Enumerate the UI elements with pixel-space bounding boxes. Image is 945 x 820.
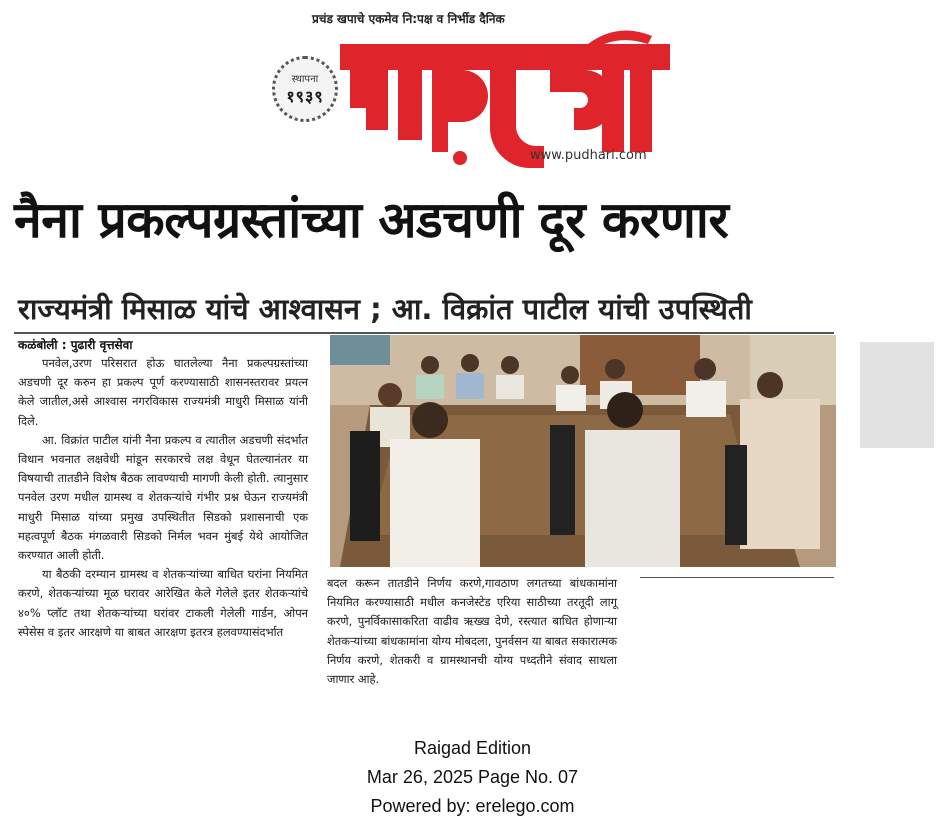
powered-by-label: Powered by: erelego.com [370, 796, 575, 816]
paragraph: आ. विक्रांत पाटील यांनी नैना प्रकल्प व त्यातील अडचणी संदर्भात विधान भवनात लक्षवेधी मांडून सरकारचे लक्ष वेधून घेतल्यानंतर या विषयाची तातडीने विशेष बैठक लावण्याची मागणी केली होती. त्यानुसार पनवेल उरण मधील ग्रामस्थ व शेतकऱ्यांचे गंभीर प्रश्न घेऊन राज्यमंत्री माधुरी मिसाळ यांच्या प्रमुख उपस्थितीत सिडको प्रशासनाची एक महत्वपूर्ण बैठक मंगळवारी सिडको निर्मल भवन मुंबई येथे आयोजित करण्यात आली होती. [18, 432, 308, 563]
article-subheadline: राज्यमंत्री मिसाळ यांचे आश्वासन ; आ. विक्रांत पाटील यांची उपस्थिती [18, 292, 752, 326]
established-seal [272, 56, 338, 122]
meeting-photo [330, 335, 836, 567]
article-left-column [18, 354, 308, 642]
masthead [0, 0, 945, 180]
paragraph: पनवेल,उरण परिसरात होऊ घातलेल्या नैना प्रकल्पग्रस्तांच्या अडचणी दूर करुन हा प्रकल्प पूर्ण करण्यासाठी शासनस्तरावर प्रयत्न केले जातील,असे आश्वास नगरविकास राज्यमंत्री माधुरी मिसाळ यांनी दिले. [18, 356, 308, 428]
column-divider [640, 577, 834, 578]
article-headline: नैना प्रकल्पग्रस्तांच्या अडचणी दूर करणार [14, 191, 729, 249]
website-url: www.pudhari.com [530, 148, 647, 163]
established-label: स्थापना [291, 74, 319, 85]
headline-divider [14, 332, 834, 334]
article-right-column [327, 574, 617, 689]
side-advertisement-block [860, 342, 934, 448]
established-year: १९३९ [286, 87, 324, 106]
edition-label: Raigad Edition [413, 738, 532, 758]
masthead-tagline: प्रचंड खपाचे एकमेव नि:पक्ष व निर्भीड दैनिक [312, 12, 505, 26]
paragraph: बदल करून तातडीने निर्णय करणे,गावठाण लगतच्या बांधकामांना नियमित करण्यासाठी मधील कनजेस्टेड एरिया साठीच्या तरतूदी लागू करणे, पुनर्विकासाकरिता वाढीव ऋख्ख देणे, रस्त्यात बाधित होणाऱ्या शेतकऱ्यांच्या बांधकामांना योग्य मोबदला, पुनर्वसन या बाबत सकारात्मक निर्णय करणे, शेतकरी व ग्रामस्थानची योग्य पध्दतीने संवाद साधला जाणार आहे. [327, 576, 617, 687]
article-byline: कळंबोली : पुढारी वृत्तसेवा [18, 338, 133, 352]
date-page-label: Mar 26, 2025 Page No. 07 [366, 767, 579, 787]
paragraph: या बैठकी दरम्यान ग्रामस्थ व शेतकऱ्यांच्या बाधित घरांना नियमित करणे, शेतकऱ्यांच्या मूळ घरावर आरेखित केले गेलेले इतर शेतकऱ्यांचे ४०% प्लॉट तथा शेतकऱ्यांच्या घरांवर टाकली गेलेली गार्डन, ओपन स्पेसेस व इतर आरक्षणे या बाबत आरक्षण इतरत्र हलवण्यासंदर्भात [18, 567, 308, 639]
